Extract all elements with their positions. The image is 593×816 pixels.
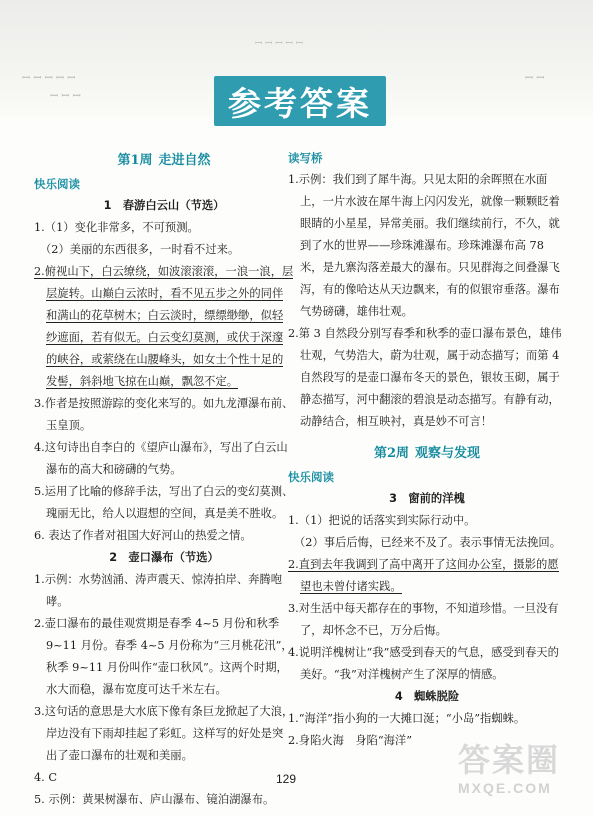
faint-header-text: ꟷ ꟷ [525, 73, 545, 84]
left-column [34, 148, 297, 811]
watermark-url: MXQE.COM [458, 780, 552, 796]
answer-item: 2.身陷火海 身陷“海洋” [288, 734, 413, 747]
section-heading: 读写桥 [288, 151, 323, 165]
answer-item: 6. 表达了作者对祖国大好河山的热爱之情。 [34, 529, 252, 542]
answer-item: 3.对生活中每天都存在的事物，不知道珍惜。一旦没有了，却怀念不已，万分后悔。 [288, 602, 559, 637]
answer-item: 1.示例：我们到了犀牛海。只见太阳的余晖照在水面上，一片水波在犀牛海上闪闪发光，就像一颗颗眨着眼睛的小星星，异常美丽。我们继续前行，不久，就到了水的世界——珍珠滩瀑布。珍珠滩瀑布高 78 米，是九寨沟落差最大的瀑布。只见群海之间叠瀑飞泻，有的像哈达从天边飘来，有的似银帘垂落。瀑布气势磅礴，雄伟壮观。 [288, 173, 560, 318]
section-heading: 快乐阅读 [34, 177, 80, 191]
answer-item: 4.这句诗出自李白的《望庐山瀑布》，写出了白云山瀑布的高大和磅礴的气势。 [34, 441, 288, 476]
answer-item: 1.（1）变化非常多，不可预测。 [34, 221, 199, 234]
answer-item: 4.说明洋槐树让“我”感受到春天的气息，感受到春天的美好。“我”对洋槐树产生了深厚的情感。 [288, 646, 559, 681]
answer-item: （2）事后后悔，已经来不及了。表示事情无法挽回。 [294, 536, 562, 549]
answer-item: 2.壶口瀑布的最佳观赏期是春季 4~5 月份和秋季 9~11 月份。春季 4~5 月份称为“三月桃花汛”，秋季 9~11 月份叫作“壶口秋风”。这两个时期，水大而稳，瀑布宽度可达千米左右。 [34, 617, 293, 696]
answer-item: 3.作者是按照游踪的变化来写的。如九龙潭瀑布前、玉皇顶。 [34, 397, 294, 432]
faint-header-text: ꟷ ꟷ ꟷ ꟷ ꟷ [255, 39, 304, 49]
article-title: 2 壶口瀑布（节选） [109, 551, 219, 564]
watermark-logo-text: 答案圈 [458, 741, 561, 779]
answer-item: 5.运用了比喻的修辞手法，写出了白云的变幻莫测、瑰丽无比，给人以遐想的空间，真是美不胜收。 [34, 485, 294, 520]
answer-item: 5. 示例：黄果树瀑布、庐山瀑布、镜泊湖瀑布。 [34, 793, 275, 806]
page-title: 参考答案 [228, 83, 372, 123]
watermark [458, 740, 583, 810]
answer-item: 2.第 3 自然段分别写春季和秋季的壶口瀑布景色，雄伟壮观，气势浩大，蔚为壮观，属于动态描写；而第 4 自然段写的是壶口瀑布冬天的景色，银妆玉砌，属于静态描写，河中翻滚的碧浪是动态描写。有静有动，动静结合，相互映衬，真是妙不可言！ [288, 327, 562, 428]
faint-header-text: ꟷ ꟷ ꟷ ꟷ ꟷ [22, 73, 76, 84]
answer-item: （2）美丽的东西很多，一时看不过来。 [40, 243, 240, 256]
section-heading: 快乐阅读 [288, 470, 334, 484]
week-heading: 第2周 观察与发现 [373, 446, 481, 461]
answer-item: 1.示例：水势汹涌、涛声震天、惊涛拍岸、奔腾咆哮。 [34, 573, 283, 608]
right-column [288, 148, 566, 752]
answer-item: 2.俯视山下，白云缭绕，如波滚滚滚，一浪一浪，层层旋转。山巅白云浓时，看不见五步之外的同伴和满山的花草树木；白云淡时，缥缥缈缈，似轻纱遮面，若有似无。白云变幻莫测，或伏于深邃的峡谷，或萦绕在山腰峰头，如女士个性十足的发髻，斜斜地飞掠在山巅，飘忽不定。 [34, 265, 294, 388]
article-title: 4 蜘蛛脱险 [394, 690, 460, 703]
answer-item: 2.直到去年我调到了高中离开了这间办公室，摄影的愿望也未曾付诸实践。 [288, 558, 559, 593]
page-number: 129 [276, 772, 297, 786]
week-heading: 第1周 走进自然 [117, 153, 211, 168]
answer-item: 1.“海洋”指小狗的一大摊口涎；“小岛”指蜘蛛。 [288, 712, 526, 725]
page-title-box [214, 76, 386, 126]
answer-item: 3.这句话的意思是大水底下像有条巨龙掀起了大浪，岸边没有下雨却挂起了彩虹。这样写的好处是突出了壶口瀑布的壮观和美丽。 [34, 705, 294, 762]
answer-item: 4. C [34, 771, 58, 784]
faint-header-text: ꟷ ꟷ ꟷ [50, 91, 81, 102]
answer-item: 1.（1）把说的话落实到实际行动中。 [288, 514, 476, 527]
article-title: 1 春游白云山（节选） [103, 199, 225, 212]
article-title: 3 窗前的洋槐 [389, 492, 465, 505]
